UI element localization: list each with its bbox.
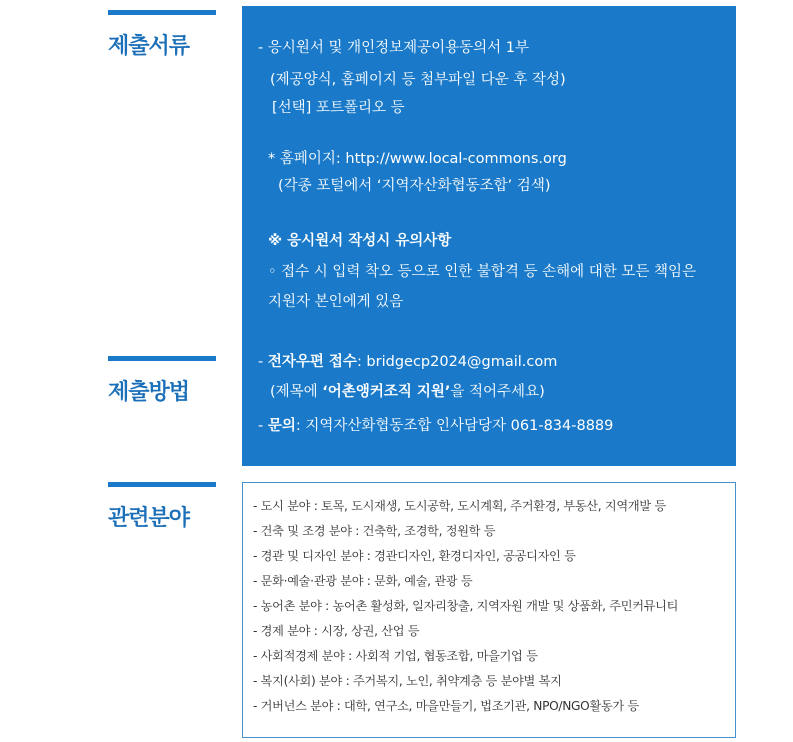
list-item: - 문화·예술·관광 분야 : 문화, 예술, 관광 등 — [253, 574, 473, 588]
inquiry-line — [258, 414, 613, 435]
related-fields-box — [242, 482, 736, 738]
email-line — [258, 350, 557, 371]
submission-info-box — [242, 6, 736, 466]
homepage-line — [268, 147, 567, 168]
homepage-note: (각종 포털에서 ‘지역자산화협동조합’ 검색) — [278, 178, 551, 194]
email-label: 전자우편 접수 — [267, 354, 357, 370]
notice-line-1: ◦ 접수 시 입력 착오 등으로 인한 불합격 등 손해에 대한 모든 책임은 — [268, 264, 697, 280]
list-item: - 사회적경제 분야 : 사회적 기업, 협동조합, 마을기업 등 — [253, 649, 538, 663]
section-label-method — [108, 356, 218, 406]
subject-post: 을 적어주세요) — [450, 384, 545, 400]
subject-emphasis: ‘어촌앵커조직 지원’ — [322, 384, 451, 400]
homepage-label: * 홈페이지: — [268, 151, 341, 167]
subject-line — [270, 380, 545, 401]
bullet-dash: - — [258, 354, 268, 370]
list-item: - 복지(사회) 분야 : 주거복지, 노인, 취약계층 등 분야별 복지 — [253, 674, 562, 688]
label-text-method: 제출방법 — [108, 380, 190, 405]
list-item: - 경관 및 디자인 분야 : 경관디자인, 환경디자인, 공공디자인 등 — [253, 549, 576, 563]
list-item: - 경제 분야 : 시장, 상권, 산업 등 — [253, 624, 420, 638]
label-bar — [108, 482, 216, 487]
notice-title: ※ 응시원서 작성시 유의사항 — [268, 233, 452, 249]
inquiry-value: : 지역자산화협동조합 인사담당자 061-834-8889 — [295, 418, 614, 434]
list-item: - 거버넌스 분야 : 대학, 연구소, 마을만들기, 법조기관, NPO/NGO활동가 등 — [253, 699, 639, 713]
section-label-documents — [108, 10, 218, 60]
section-label-fields — [108, 482, 218, 532]
homepage-url: http://www.local-commons.org — [345, 151, 567, 167]
list-item: - 농어촌 분야 : 농어촌 활성화, 일자리창출, 지역자원 개발 및 상품화, 주민커뮤니티 — [253, 599, 679, 613]
bullet-dash: - — [258, 418, 268, 434]
label-text-fields: 관련분야 — [108, 506, 190, 531]
label-bar — [108, 356, 216, 361]
documents-line-2: (제공양식, 홈페이지 등 첨부파일 다운 후 작성) — [270, 72, 566, 88]
label-text-documents: 제출서류 — [108, 34, 190, 59]
subject-pre: (제목에 — [270, 384, 323, 400]
list-item: - 건축 및 조경 분야 : 건축학, 조경학, 정원학 등 — [253, 524, 496, 538]
documents-line-3: [선택] 포트폴리오 등 — [272, 100, 405, 116]
label-bar — [108, 10, 216, 15]
email-value: : bridgecp2024@gmail.com — [356, 354, 558, 370]
inquiry-label: 문의 — [267, 418, 296, 434]
notice-line-2: 지원자 본인에게 있음 — [268, 294, 404, 310]
list-item: - 도시 분야 : 토목, 도시재생, 도시공학, 도시계획, 주거환경, 부동산, 지역개발 등 — [253, 499, 666, 513]
documents-line-1: - 응시원서 및 개인정보제공이용동의서 1부 — [258, 40, 530, 56]
